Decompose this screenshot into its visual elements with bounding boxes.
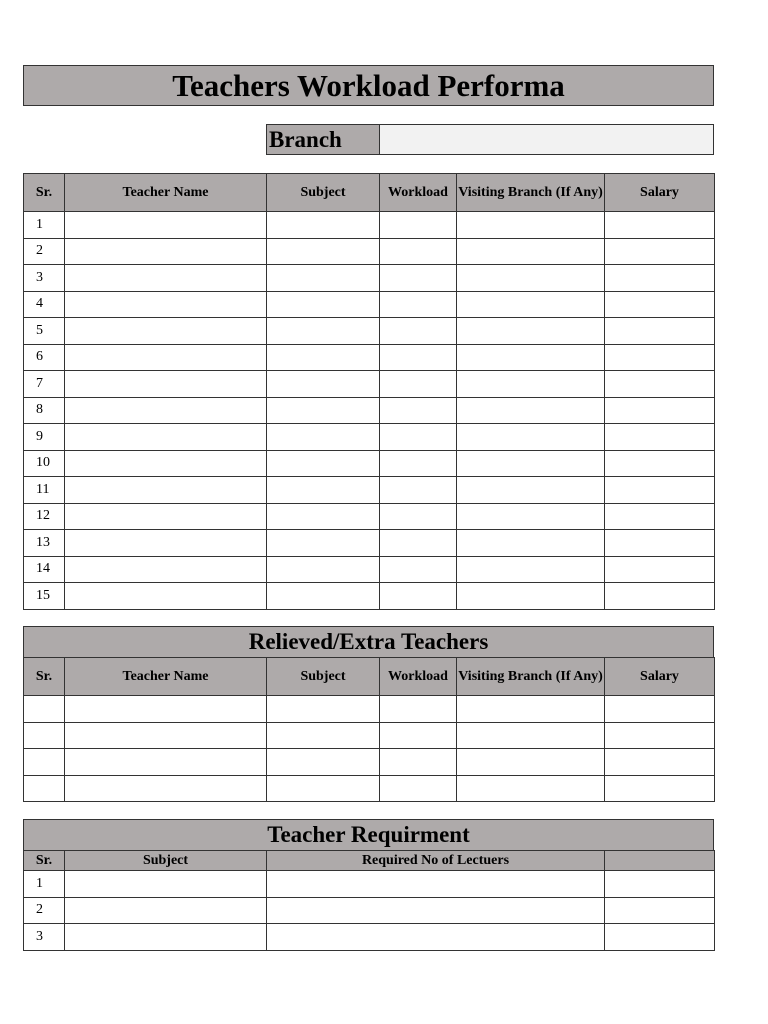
table-cell[interactable] [267,371,380,398]
table-row [24,530,715,557]
table-row [24,397,715,424]
row-number: 3 [24,924,65,951]
header-salary: Salary [605,658,715,696]
table-cell[interactable] [605,583,715,610]
table-cell[interactable] [65,503,267,530]
header-teacher-name: Teacher Name [65,658,267,696]
header-teacher-name: Teacher Name [65,174,267,212]
table-cell[interactable] [605,897,715,924]
header-subject: Subject [65,851,267,871]
page-title: Teachers Workload Performa [23,65,714,106]
table-cell[interactable] [457,749,605,776]
table-row [24,424,715,451]
header-sr: Sr. [24,851,65,871]
table-cell[interactable] [605,291,715,318]
table-cell[interactable] [65,897,267,924]
table-cell[interactable] [65,265,267,292]
table-cell[interactable] [267,318,380,345]
row-number: 2 [24,238,65,265]
table-cell[interactable] [65,238,267,265]
table-cell[interactable] [457,530,605,557]
table-cell[interactable] [380,238,457,265]
table-cell[interactable] [267,897,605,924]
table-cell[interactable] [457,238,605,265]
table-cell[interactable] [267,238,380,265]
row-number: 5 [24,318,65,345]
table-cell[interactable] [267,775,380,802]
header-visiting-branch: Visiting Branch (If Any) [457,174,605,212]
table-cell[interactable] [605,722,715,749]
row-number: 11 [24,477,65,504]
table-cell[interactable] [380,424,457,451]
table-row [24,871,715,898]
table-cell[interactable] [65,696,267,723]
row-number: 12 [24,503,65,530]
row-number [24,775,65,802]
header-subject: Subject [267,174,380,212]
table-cell[interactable] [267,722,380,749]
table-cell[interactable] [267,265,380,292]
table-cell[interactable] [457,424,605,451]
table-cell[interactable] [380,696,457,723]
table-cell[interactable] [65,291,267,318]
table-cell[interactable] [380,397,457,424]
table-cell[interactable] [457,503,605,530]
row-number: 8 [24,397,65,424]
table-cell[interactable] [65,424,267,451]
header-sr: Sr. [24,658,65,696]
table-cell[interactable] [457,556,605,583]
row-number [24,696,65,723]
table-cell[interactable] [380,583,457,610]
table-cell[interactable] [65,371,267,398]
table-cell[interactable] [65,477,267,504]
table-cell[interactable] [605,450,715,477]
table-cell[interactable] [605,318,715,345]
table-row [24,212,715,239]
table-cell[interactable] [267,397,380,424]
table-cell[interactable] [605,371,715,398]
relieved-header-row [24,658,715,696]
header-subject: Subject [267,658,380,696]
table-cell[interactable] [380,530,457,557]
table-cell[interactable] [605,265,715,292]
table-cell[interactable] [605,924,715,951]
table-row [24,238,715,265]
table-cell[interactable] [457,291,605,318]
header-blank [605,851,715,871]
row-number: 7 [24,371,65,398]
table-cell[interactable] [380,749,457,776]
table-cell[interactable] [65,749,267,776]
table-cell[interactable] [380,722,457,749]
row-number: 13 [24,530,65,557]
table-cell[interactable] [457,722,605,749]
table-cell[interactable] [267,871,605,898]
table-cell[interactable] [457,696,605,723]
table-cell[interactable] [380,477,457,504]
workload-header-row [24,174,715,212]
table-cell[interactable] [380,371,457,398]
table-row [24,722,715,749]
table-row [24,696,715,723]
row-number: 4 [24,291,65,318]
row-number: 3 [24,265,65,292]
row-number: 2 [24,897,65,924]
table-cell[interactable] [267,503,380,530]
table-cell[interactable] [65,212,267,239]
table-cell[interactable] [457,397,605,424]
table-cell[interactable] [65,397,267,424]
table-cell[interactable] [65,775,267,802]
table-cell[interactable] [65,450,267,477]
workload-table [23,173,715,610]
table-cell[interactable] [457,583,605,610]
table-cell[interactable] [65,530,267,557]
table-cell[interactable] [605,238,715,265]
header-workload: Workload [380,658,457,696]
table-cell[interactable] [457,477,605,504]
table-cell[interactable] [380,212,457,239]
table-cell[interactable] [380,265,457,292]
table-cell[interactable] [380,775,457,802]
branch-input[interactable] [379,124,714,155]
table-row [24,924,715,951]
table-cell[interactable] [267,477,380,504]
table-cell[interactable] [65,318,267,345]
table-row [24,897,715,924]
table-cell[interactable] [457,318,605,345]
table-cell[interactable] [267,424,380,451]
table-cell[interactable] [605,212,715,239]
table-cell[interactable] [605,397,715,424]
table-cell[interactable] [380,291,457,318]
table-cell[interactable] [267,696,380,723]
table-cell[interactable] [267,583,380,610]
relieved-section-title: Relieved/Extra Teachers [23,626,714,658]
table-cell[interactable] [380,556,457,583]
table-row [24,344,715,371]
table-row [24,775,715,802]
row-number [24,722,65,749]
table-cell[interactable] [267,924,605,951]
branch-label: Branch [266,124,380,155]
row-number: 14 [24,556,65,583]
table-cell[interactable] [605,530,715,557]
table-cell[interactable] [267,212,380,239]
table-cell[interactable] [457,212,605,239]
table-cell[interactable] [605,556,715,583]
table-cell[interactable] [605,749,715,776]
header-salary: Salary [605,174,715,212]
table-cell[interactable] [267,450,380,477]
table-cell[interactable] [457,371,605,398]
table-cell[interactable] [605,696,715,723]
row-number: 6 [24,344,65,371]
table-cell[interactable] [605,871,715,898]
table-cell[interactable] [457,775,605,802]
row-number: 9 [24,424,65,451]
row-number [24,749,65,776]
table-row [24,503,715,530]
requirement-header-row [24,851,715,871]
table-cell[interactable] [380,318,457,345]
row-number: 10 [24,450,65,477]
table-cell[interactable] [267,530,380,557]
table-cell[interactable] [267,344,380,371]
table-cell[interactable] [267,749,380,776]
row-number: 1 [24,871,65,898]
table-cell[interactable] [605,503,715,530]
table-cell[interactable] [457,450,605,477]
table-cell[interactable] [65,556,267,583]
table-row [24,265,715,292]
header-workload: Workload [380,174,457,212]
relieved-table [23,657,715,802]
table-cell[interactable] [380,503,457,530]
table-cell[interactable] [380,344,457,371]
header-visiting-branch: Visiting Branch (If Any) [457,658,605,696]
table-row [24,749,715,776]
table-row [24,318,715,345]
requirement-table [23,850,715,951]
table-cell[interactable] [605,344,715,371]
table-cell[interactable] [65,344,267,371]
requirement-section-title: Teacher Requirment [23,819,714,851]
table-cell[interactable] [605,477,715,504]
table-cell[interactable] [267,556,380,583]
table-cell[interactable] [65,583,267,610]
table-row [24,450,715,477]
table-cell[interactable] [605,775,715,802]
table-cell[interactable] [457,344,605,371]
table-row [24,291,715,318]
table-cell[interactable] [267,291,380,318]
table-cell[interactable] [457,265,605,292]
table-cell[interactable] [65,722,267,749]
row-number: 15 [24,583,65,610]
header-required-lectures: Required No of Lectuers [267,851,605,871]
row-number: 1 [24,212,65,239]
header-sr: Sr. [24,174,65,212]
table-row [24,371,715,398]
table-cell[interactable] [380,450,457,477]
table-cell[interactable] [65,871,267,898]
table-row [24,477,715,504]
table-cell[interactable] [605,424,715,451]
table-row [24,556,715,583]
table-row [24,583,715,610]
table-cell[interactable] [65,924,267,951]
